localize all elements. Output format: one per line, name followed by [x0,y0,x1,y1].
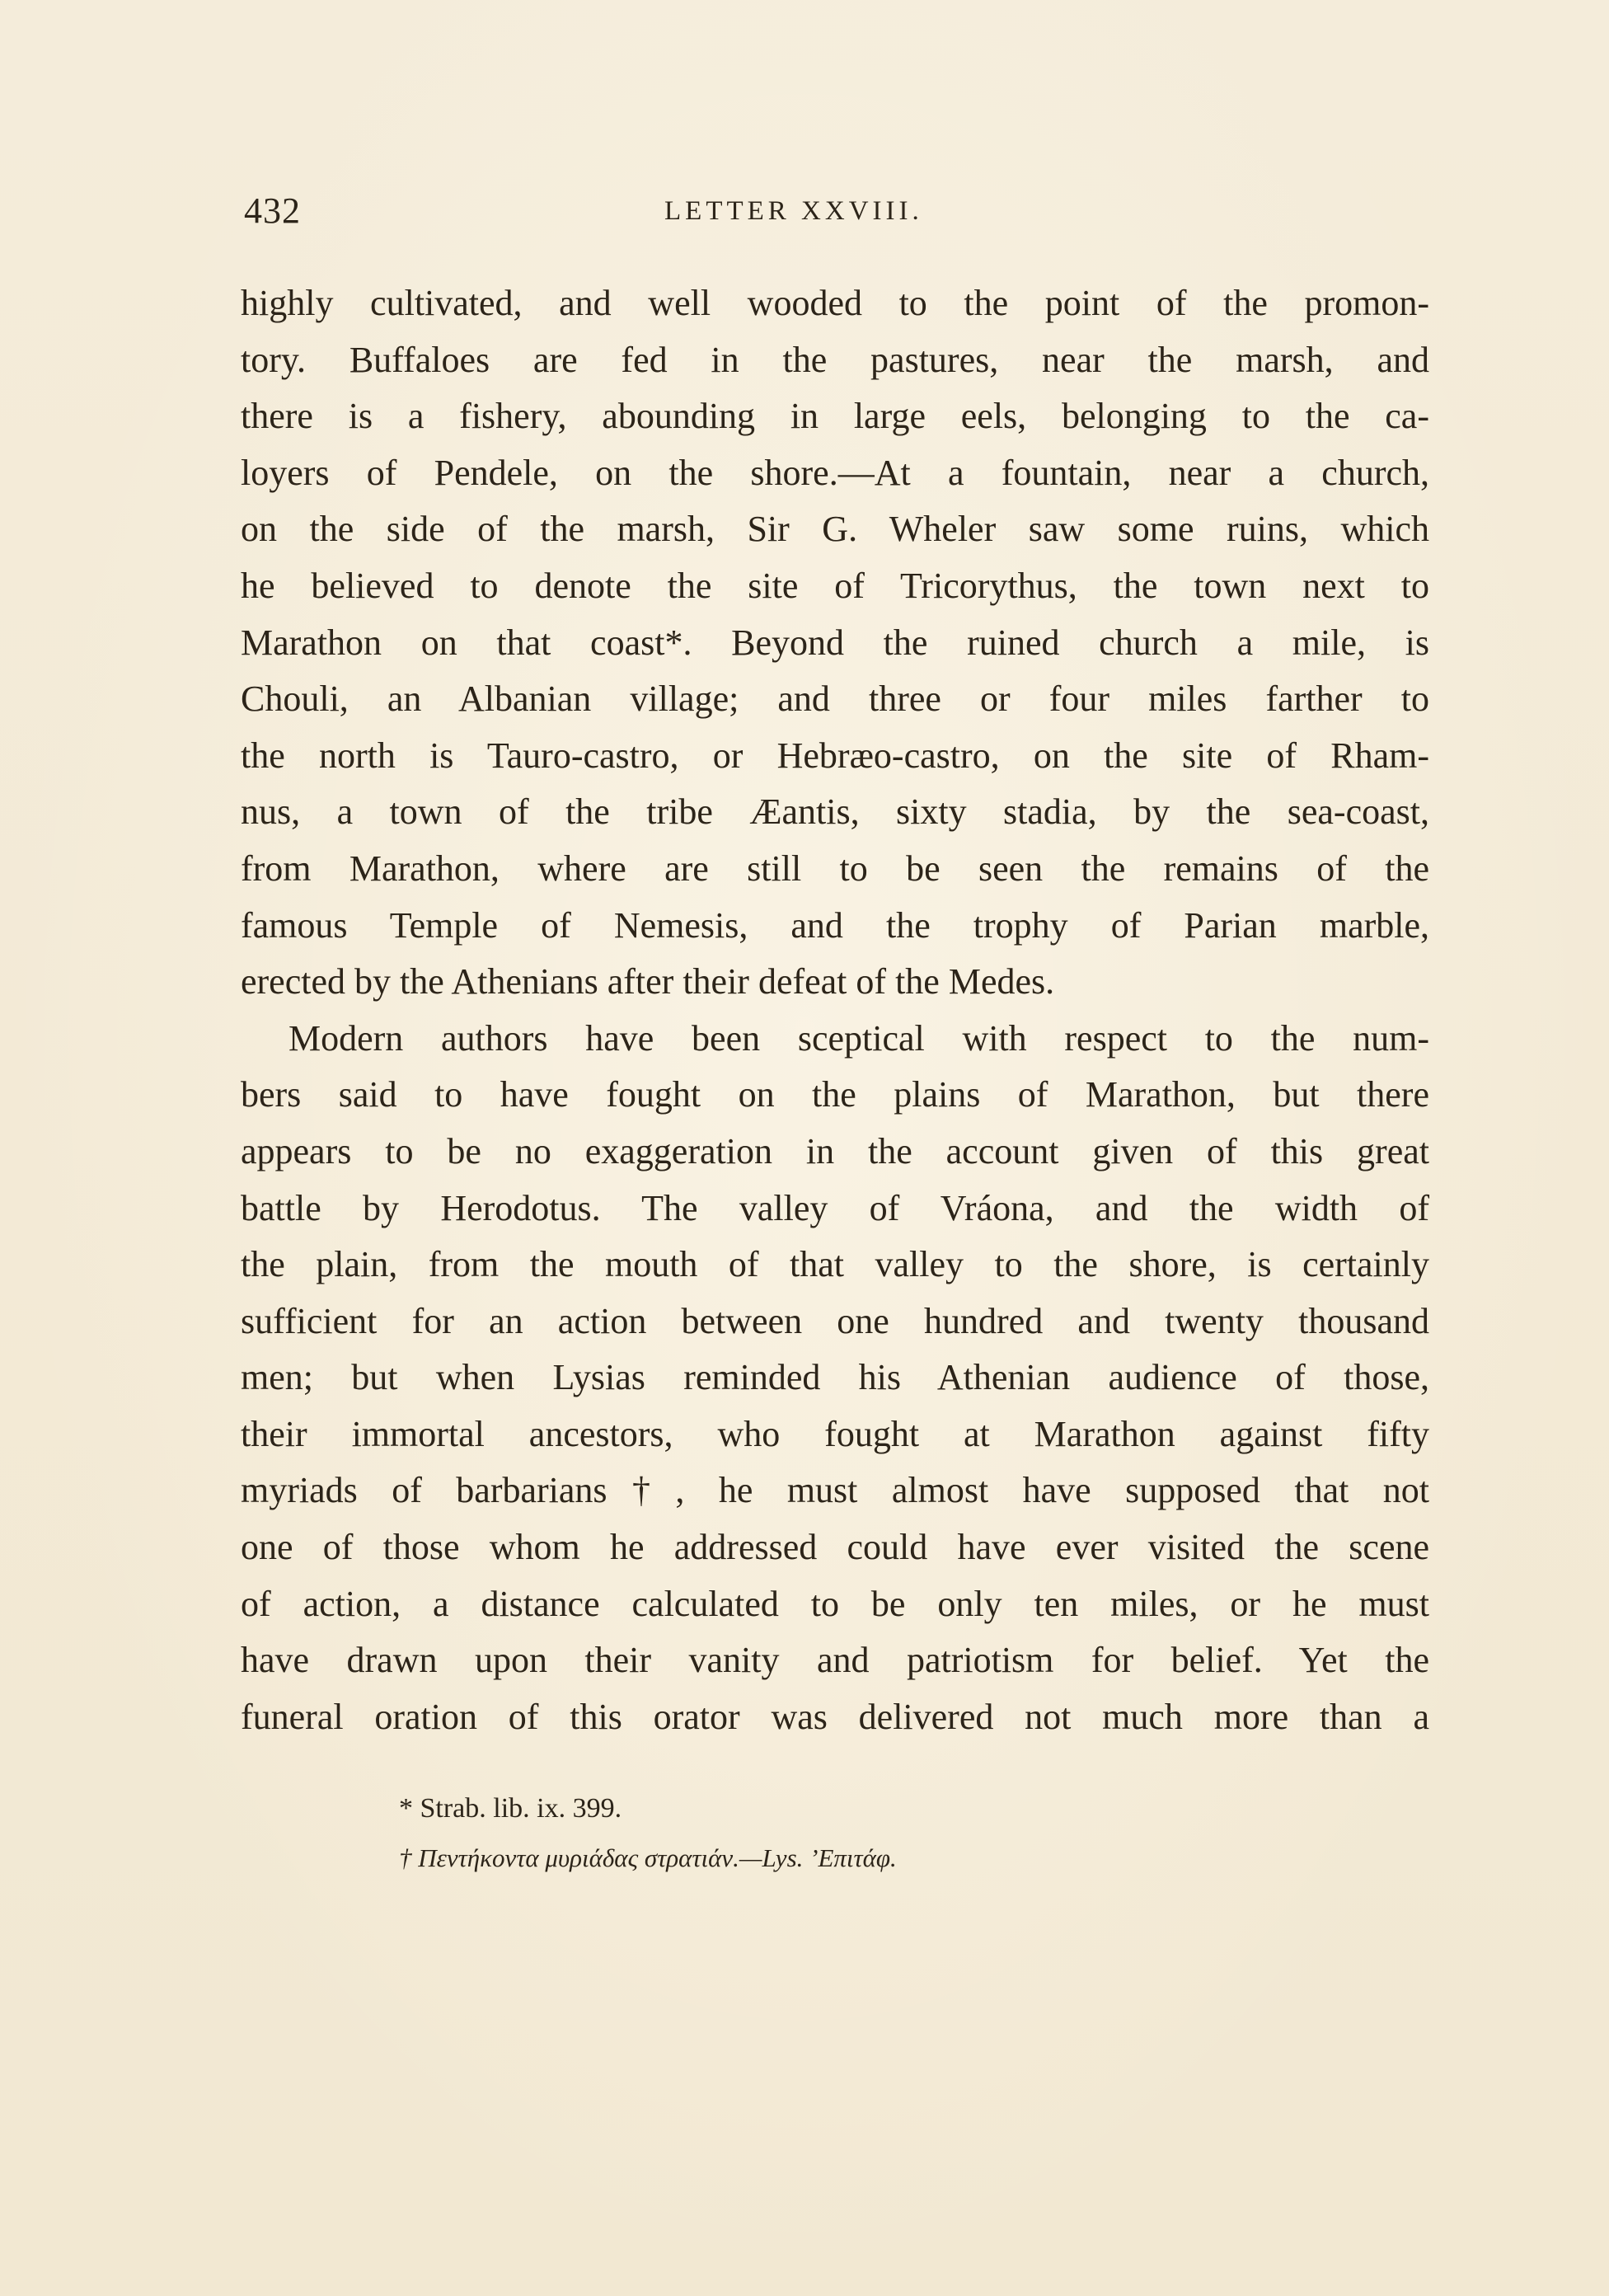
footnotes [399,1784,1223,1883]
page-header [244,190,1431,239]
text-line: Chouli, an Albanian village; and three or four miles farther to [241,678,1429,720]
text-line: sufficient for an action between one hundred and twenty thousand [241,1300,1429,1341]
body-text [241,275,1429,1745]
text-line: there is a fishery, abounding in large eels, belonging to the ca- [241,396,1429,437]
text-line: famous Temple of Nemesis, and the trophy of Parian marble, [241,904,1429,946]
text-line: battle by Herodotus. The valley of Vráona, and the width of [241,1187,1429,1228]
text-line: nus, a town of the tribe Æantis, sixty stadia, by the sea-coast, [241,791,1429,833]
text-line: bers said to have fought on the plains of Marathon, but there [241,1074,1429,1115]
text-line: of action, a distance calculated to be only ten miles, or he must [241,1583,1429,1624]
text-line: on the side of the marsh, Sir G. Wheler saw some ruins, which [241,509,1429,550]
page-number: 432 [244,190,301,231]
text-line: one of those whom he addressed could have ever visited the scene [241,1527,1429,1568]
running-head: LETTER XXVIII. [664,196,923,226]
text-line: the plain, from the mouth of that valley to the shore, is certainly [241,1244,1429,1285]
text-line: appears to be no exaggeration in the account given of this great [241,1130,1429,1171]
text-line: their immortal ancestors, who fought at Marathon against fifty [241,1413,1429,1454]
text-line: tory. Buffaloes are fed in the pastures, near the marsh, and [241,339,1429,380]
text-line: funeral oration of this orator was delivered not much more than a [241,1696,1429,1737]
text-line: men; but when Lysias reminded his Athenian audience of those, [241,1357,1429,1398]
text-line: he believed to denote the site of Tricorythus, the town next to [241,565,1429,606]
text-line: the north is Tauro-castro, or Hebræo-castro, on the site of Rham- [241,735,1429,776]
text-line: loyers of Pendele, on the shore.—At a fountain, near a church, [241,452,1429,493]
text-line: from Marathon, where are still to be seen the remains of the [241,848,1429,889]
footnote-strabo: * Strab. lib. ix. 399. [399,1793,622,1824]
text-line: have drawn upon their vanity and patriotism for belief. Yet the [241,1640,1429,1681]
text-line: highly cultivated, and well wooded to the point of the promon- [241,283,1429,323]
footnote-lysias: † Πεντήκοντα μυριάδας στρατιάν.—Lys. ’Επιτάφ. [399,1843,897,1872]
paragraph-start-line: Modern authors have been sceptical with respect to the num- [288,1017,1429,1059]
text-line: myriads of barbarians†, he must almost have supposed that not [241,1470,1429,1511]
paragraph-end-line: erected by the Athenians after their defeat of the Medes. [241,961,1055,1002]
text-line: Marathon on that coast*. Beyond the ruined church a mile, is [241,622,1429,663]
